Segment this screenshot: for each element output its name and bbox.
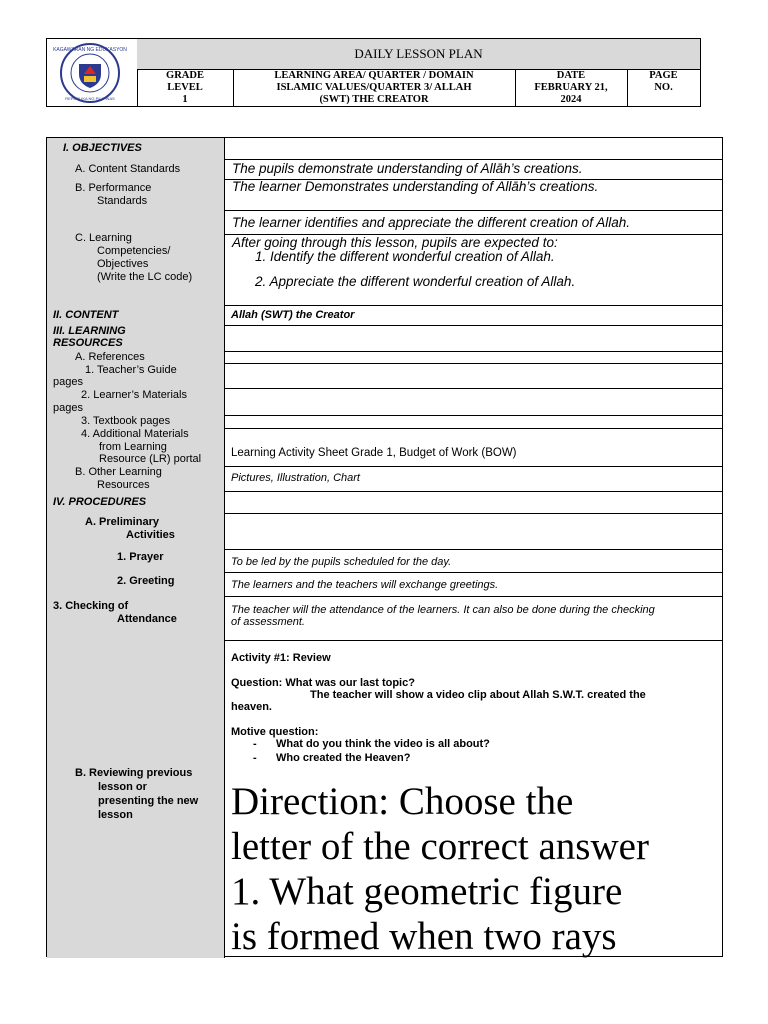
other-resources-label-cell (47, 466, 225, 491)
page-label: PAGE (649, 70, 678, 81)
grade-label: GRADE (166, 70, 204, 81)
preliminary-label-cell (47, 513, 225, 549)
attendance-label-2: Attendance (117, 613, 177, 625)
additional-materials-label-3: Resource (LR) portal (99, 453, 202, 465)
page-no-label: NO. (654, 82, 673, 93)
preliminary-label: A. Preliminary (85, 516, 159, 528)
references-value (225, 351, 722, 363)
competency-value: The learner identifies and appreciate the different creation of Allah. (232, 215, 630, 230)
review-row (47, 640, 722, 958)
review-cell (225, 640, 722, 958)
performance-value: The learner Demonstrates understanding of Allāh’s creations. (232, 179, 599, 194)
preliminary-value (225, 513, 722, 549)
performance-standards-row (47, 179, 722, 211)
resources-heading: III. LEARNING (53, 325, 126, 337)
additional-materials-label: 4. Additional Materials (81, 428, 189, 440)
attendance-label-cell (47, 596, 225, 640)
content-standards-cell (225, 159, 722, 179)
additional-materials-cell (225, 428, 722, 466)
content-heading-cell (47, 305, 225, 325)
content-heading: II. CONTENT (53, 309, 119, 321)
review-label-4: lesson (98, 809, 133, 821)
date-cell (515, 69, 628, 107)
motive-question-2: Who created the Heaven? (276, 752, 411, 764)
seal-text: KAGAWARAN NG EDUKASYON (53, 47, 127, 53)
seal-bottom-text: REPUBLIKA NG PILIPINAS (65, 96, 115, 101)
date-year: 2024 (560, 94, 582, 105)
objectives-heading: I. OBJECTIVES (63, 142, 142, 154)
objectives-heading-row (47, 138, 722, 160)
learning-area-value-2: (SWT) THE CREATOR (319, 94, 429, 105)
references-label-cell (47, 351, 225, 363)
expected-intro: After going through this lesson, pupils are expected to: (232, 235, 558, 250)
deped-seal-logo (53, 42, 127, 104)
additional-materials-label-cell (47, 428, 225, 466)
competencies-label-2: Competencies/ (97, 245, 171, 257)
teachers-guide-value (225, 363, 722, 388)
objectives-heading-value (225, 138, 722, 159)
content-standards-label: A. Content Standards (75, 163, 181, 175)
content-standards-label-cell (47, 159, 225, 179)
resources-heading-value (225, 325, 722, 351)
learners-materials-row (47, 388, 722, 416)
video-line: The teacher will show a video clip about Allah S.W.T. created the (310, 689, 646, 701)
greeting-label: 2. Greeting (117, 575, 175, 587)
expected-item-2: 2. Appreciate the different wonderful creation of Allah. (255, 274, 576, 289)
grade-value: 1 (182, 94, 188, 105)
competencies-label: C. Learning (75, 232, 132, 244)
competencies-label-3: Objectives (97, 258, 149, 270)
attendance-label: 3. Checking of (53, 600, 129, 612)
preliminary-row (47, 513, 722, 550)
review-label-cell (47, 640, 225, 958)
other-resources-cell (225, 466, 722, 491)
motive-bullet-1: - (253, 738, 257, 750)
competencies-row (47, 210, 722, 306)
page-cell (627, 69, 700, 107)
competencies-cell (225, 210, 722, 305)
activity-title: Activity #1: Review (231, 652, 331, 664)
prayer-cell (225, 549, 722, 572)
content-standards-row (47, 159, 722, 180)
competencies-label-cell (47, 210, 225, 305)
plan-title: DAILY LESSON PLAN (137, 39, 700, 70)
procedures-heading: IV. PROCEDURES (53, 496, 147, 508)
resources-heading-cell (47, 325, 225, 351)
prayer-label: 1. Prayer (117, 551, 164, 563)
prayer-value: To be led by the pupils scheduled for the day. (231, 556, 452, 568)
level-label: LEVEL (167, 82, 203, 93)
other-resources-row (47, 466, 722, 492)
teachers-guide-label-cell (47, 363, 225, 388)
additional-materials-label-2: from Learning (99, 441, 167, 453)
content-standards-value: The pupils demonstrate understanding of Allāh’s creations. (232, 161, 583, 176)
teachers-guide-row (47, 363, 722, 389)
learning-area-value: ISLAMIC VALUES/QUARTER 3/ ALLAH (276, 82, 472, 93)
date-label: DATE (556, 70, 586, 81)
content-cell (225, 305, 722, 325)
logo-cell (47, 39, 138, 106)
prayer-label-cell (47, 549, 225, 572)
review-label-3: presenting the new (98, 795, 199, 807)
lesson-plan-header (46, 38, 701, 107)
competencies-label-4: (Write the LC code) (97, 271, 193, 283)
motive-question-label: Motive question: (231, 726, 319, 738)
greeting-label-cell (47, 572, 225, 596)
resources-heading-row (47, 325, 722, 352)
performance-label-cell (47, 179, 225, 210)
overlay-line-1: Direction: Choose the (231, 780, 574, 823)
review-label: B. Reviewing previous (75, 767, 193, 779)
learners-materials-label-2: pages (53, 402, 83, 414)
references-label: A. References (75, 351, 145, 363)
learners-materials-value (225, 388, 722, 415)
greeting-value: The learners and the teachers will exchange greetings. (231, 579, 499, 591)
lesson-plan-table (46, 137, 723, 957)
overlay-line-2: letter of the correct answer (231, 825, 649, 868)
content-value: Allah (SWT) the Creator (231, 309, 355, 321)
teachers-guide-label: 1. Teacher’s Guide (85, 364, 177, 376)
greeting-cell (225, 572, 722, 596)
procedures-heading-row (47, 491, 722, 514)
performance-label-2: Standards (97, 195, 148, 207)
review-question: Question: What was our last topic? (231, 677, 415, 689)
resources-heading-2: RESOURCES (53, 337, 123, 349)
attendance-value-2: of assessment. (231, 616, 305, 628)
content-row (47, 305, 722, 326)
overlay-line-3: 1. What geometric figure (231, 870, 623, 913)
additional-materials-value: Learning Activity Sheet Grade 1, Budget of Work (BOW) (231, 447, 517, 459)
greeting-row (47, 572, 722, 597)
teachers-guide-label-2: pages (53, 376, 83, 388)
attendance-cell (225, 596, 722, 640)
preliminary-label-2: Activities (126, 529, 175, 541)
procedures-heading-value (225, 491, 722, 513)
video-line-2: heaven. (231, 701, 272, 713)
motive-question-1: What do you think the video is all about? (276, 738, 490, 750)
additional-materials-row (47, 428, 722, 467)
performance-cell (225, 179, 722, 210)
other-resources-label-2: Resources (97, 479, 150, 491)
motive-bullet-2: - (253, 752, 257, 764)
learners-materials-label-cell (47, 388, 225, 415)
procedures-heading-cell (47, 491, 225, 513)
grade-level-cell (137, 69, 234, 107)
learning-area-cell (233, 69, 516, 107)
textbook-label: 3. Textbook pages (81, 415, 171, 427)
prayer-row (47, 549, 722, 573)
other-resources-label: B. Other Learning (75, 466, 162, 478)
attendance-value: The teacher will the attendance of the learners. It can also be done during the checking (231, 604, 655, 616)
attendance-row (47, 596, 722, 641)
textbook-label-cell (47, 415, 225, 428)
review-label-2: lesson or (98, 781, 147, 793)
learners-materials-label: 2. Learner’s Materials (81, 389, 187, 401)
textbook-row (47, 415, 722, 429)
expected-item-1: 1. Identify the different wonderful creation of Allah. (255, 249, 555, 264)
performance-label: B. Performance (75, 182, 152, 194)
textbook-value (225, 415, 722, 428)
learning-area-label: LEARNING AREA/ QUARTER / DOMAIN (274, 70, 474, 81)
objectives-heading-cell (47, 138, 225, 159)
other-resources-value: Pictures, Illustration, Chart (231, 472, 360, 484)
overlay-line-4: is formed when two rays (231, 915, 617, 958)
date-value: FEBRUARY 21, (534, 82, 608, 93)
